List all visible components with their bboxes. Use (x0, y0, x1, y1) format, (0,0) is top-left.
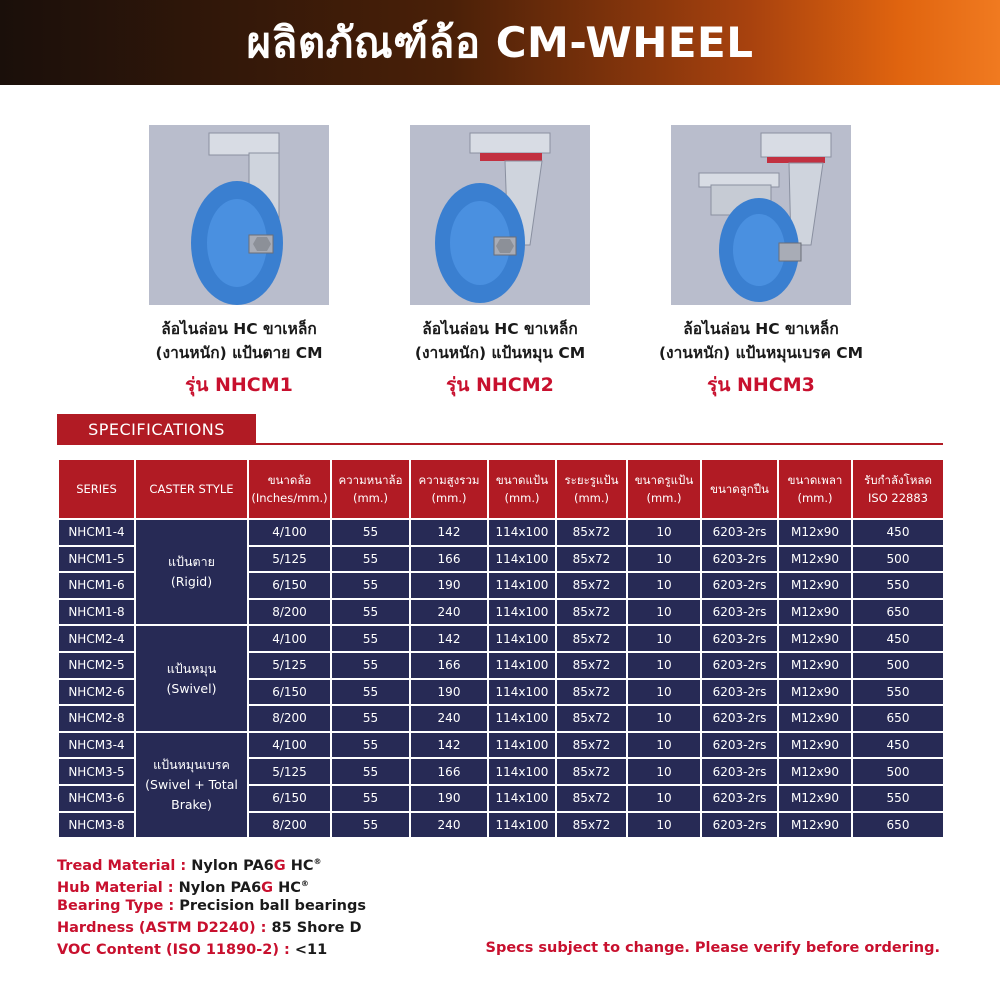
swivel-caster-photo (410, 125, 590, 305)
cell-axle: M12x90 (778, 625, 852, 652)
header-total-height: ความสูงรวม (mm.) (410, 459, 488, 519)
cell-thick: 55 (331, 758, 410, 785)
table-row (58, 625, 944, 652)
header-series: SERIES (58, 459, 135, 519)
hub-material: Hub Material : Nylon PA6G HC® (57, 879, 309, 896)
header-hole-size: ขนาดรูแป้น (mm.) (627, 459, 701, 519)
cell-wheel: 6/150 (248, 785, 331, 812)
cell-series: NHCM3-5 (58, 758, 135, 785)
cell-hole-dist: 85x72 (556, 758, 627, 785)
cell-load: 500 (852, 652, 944, 679)
cell-thick: 55 (331, 625, 410, 652)
product-name-line2: (งานหนัก) แป้นหมุน CM (414, 344, 586, 362)
product-card-nhcm1 (89, 125, 389, 400)
cell-bearing: 6203-2rs (701, 599, 778, 626)
cell-caster-style: แป้นตาย (Rigid) (135, 519, 248, 625)
cell-caster-style: แป้นหมุน (Swivel) (135, 625, 248, 731)
cell-bearing: 6203-2rs (701, 732, 778, 759)
cell-wheel: 4/100 (248, 732, 331, 759)
specifications-label: SPECIFICATIONS (57, 414, 256, 444)
cell-series: NHCM2-8 (58, 705, 135, 732)
cell-axle: M12x90 (778, 705, 852, 732)
cell-plate: 114x100 (488, 812, 556, 839)
cell-thick: 55 (331, 732, 410, 759)
cell-hole-dist: 85x72 (556, 785, 627, 812)
hardness: Hardness (ASTM D2240) : 85 Shore D (57, 920, 362, 936)
cell-plate: 114x100 (488, 599, 556, 626)
cell-load: 500 (852, 758, 944, 785)
product-model: รุ่น NHCM2 (446, 374, 554, 396)
cell-bearing: 6203-2rs (701, 652, 778, 679)
cell-load: 450 (852, 519, 944, 546)
cell-bearing: 6203-2rs (701, 546, 778, 573)
table-header-row (58, 459, 944, 519)
product-gallery (0, 125, 1000, 405)
cell-hole-dist: 85x72 (556, 599, 627, 626)
cell-thick: 55 (331, 599, 410, 626)
product-name-line2: (งานหนัก) แป้นหมุนเบรค CM (658, 344, 864, 362)
cell-bearing: 6203-2rs (701, 625, 778, 652)
cell-thick: 55 (331, 652, 410, 679)
cell-caster-style: แป้นหมุนเบรค (Swivel + Total Brake) (135, 732, 248, 838)
cell-axle: M12x90 (778, 572, 852, 599)
cell-plate: 114x100 (488, 546, 556, 573)
cell-plate: 114x100 (488, 625, 556, 652)
cell-hole-dist: 85x72 (556, 679, 627, 706)
cell-axle: M12x90 (778, 785, 852, 812)
cell-height: 240 (410, 705, 488, 732)
cell-bearing: 6203-2rs (701, 679, 778, 706)
header-bearing: ขนาดลูกปืน (701, 459, 778, 519)
cell-series: NHCM1-5 (58, 546, 135, 573)
cell-plate: 114x100 (488, 785, 556, 812)
cell-plate: 114x100 (488, 519, 556, 546)
cell-thick: 55 (331, 705, 410, 732)
cell-axle: M12x90 (778, 652, 852, 679)
cell-series: NHCM3-4 (58, 732, 135, 759)
cell-bearing: 6203-2rs (701, 705, 778, 732)
product-name-line1: ล้อไนล่อน HC ขาเหล็ก (422, 320, 578, 338)
cell-axle: M12x90 (778, 812, 852, 839)
cell-plate: 114x100 (488, 732, 556, 759)
cell-hole-dist: 85x72 (556, 732, 627, 759)
cell-wheel: 8/200 (248, 599, 331, 626)
cell-wheel: 5/125 (248, 546, 331, 573)
cell-wheel: 8/200 (248, 812, 331, 839)
cell-axle: M12x90 (778, 758, 852, 785)
cell-thick: 55 (331, 519, 410, 546)
cell-hole-dist: 85x72 (556, 519, 627, 546)
cell-bearing: 6203-2rs (701, 519, 778, 546)
cell-hole: 10 (627, 812, 701, 839)
cell-hole: 10 (627, 679, 701, 706)
bearing-type: Bearing Type : Precision ball bearings (57, 898, 367, 914)
cell-series: NHCM3-8 (58, 812, 135, 839)
header-banner (0, 0, 1000, 85)
cell-series: NHCM1-6 (58, 572, 135, 599)
cell-bearing: 6203-2rs (701, 785, 778, 812)
cell-height: 142 (410, 519, 488, 546)
cell-height: 142 (410, 732, 488, 759)
cell-series: NHCM3-6 (58, 785, 135, 812)
cell-height: 142 (410, 625, 488, 652)
disclaimer: Specs subject to change. Please verify before ordering. (485, 940, 940, 956)
cell-load: 650 (852, 599, 944, 626)
cell-thick: 55 (331, 546, 410, 573)
cell-hole: 10 (627, 652, 701, 679)
cell-hole: 10 (627, 519, 701, 546)
header-caster-style: CASTER STYLE (135, 459, 248, 519)
header-axle: ขนาดเพลา (mm.) (778, 459, 852, 519)
product-card-nhcm3 (611, 125, 911, 400)
cell-hole-dist: 85x72 (556, 705, 627, 732)
product-name-line1: ล้อไนล่อน HC ขาเหล็ก (161, 320, 317, 338)
product-card-nhcm2 (350, 125, 650, 400)
cell-height: 190 (410, 572, 488, 599)
cell-hole: 10 (627, 732, 701, 759)
cell-load: 650 (852, 705, 944, 732)
cell-thick: 55 (331, 785, 410, 812)
cell-thick: 55 (331, 812, 410, 839)
cell-load: 550 (852, 572, 944, 599)
page-title: ผลิตภัณฑ์ล้อ CM-WHEEL (246, 17, 754, 67)
cell-plate: 114x100 (488, 679, 556, 706)
cell-hole: 10 (627, 625, 701, 652)
cell-plate: 114x100 (488, 705, 556, 732)
cell-hole-dist: 85x72 (556, 652, 627, 679)
cell-wheel: 5/125 (248, 652, 331, 679)
product-name-line2: (งานหนัก) แป้นตาย CM (155, 344, 323, 362)
header-hole-distance: ระยะรูแป้น (mm.) (556, 459, 627, 519)
cell-height: 166 (410, 758, 488, 785)
cell-hole-dist: 85x72 (556, 625, 627, 652)
cell-bearing: 6203-2rs (701, 572, 778, 599)
cell-load: 450 (852, 625, 944, 652)
cell-hole-dist: 85x72 (556, 546, 627, 573)
specifications-divider (57, 443, 943, 445)
cell-wheel: 4/100 (248, 519, 331, 546)
cell-hole: 10 (627, 785, 701, 812)
cell-bearing: 6203-2rs (701, 758, 778, 785)
cell-load: 550 (852, 679, 944, 706)
cell-series: NHCM2-5 (58, 652, 135, 679)
cell-wheel: 6/150 (248, 572, 331, 599)
cell-hole: 10 (627, 572, 701, 599)
cell-plate: 114x100 (488, 572, 556, 599)
header-wheel-thickness: ความหนาล้อ (mm.) (331, 459, 410, 519)
cell-wheel: 5/125 (248, 758, 331, 785)
cell-load: 550 (852, 785, 944, 812)
header-plate-size: ขนาดแป้น (mm.) (488, 459, 556, 519)
tread-material: Tread Material : Nylon PA6G HC® (57, 857, 322, 874)
voc-content: VOC Content (ISO 11890-2) : <11 (57, 942, 328, 958)
cell-hole: 10 (627, 599, 701, 626)
cell-plate: 114x100 (488, 758, 556, 785)
cell-height: 240 (410, 599, 488, 626)
cell-axle: M12x90 (778, 679, 852, 706)
cell-height: 166 (410, 652, 488, 679)
cell-thick: 55 (331, 572, 410, 599)
cell-wheel: 6/150 (248, 679, 331, 706)
swivel-brake-caster-photo (671, 125, 851, 305)
cell-plate: 114x100 (488, 652, 556, 679)
cell-height: 190 (410, 679, 488, 706)
cell-hole: 10 (627, 758, 701, 785)
table-row (58, 519, 944, 546)
product-name-line1: ล้อไนล่อน HC ขาเหล็ก (683, 320, 839, 338)
cell-bearing: 6203-2rs (701, 812, 778, 839)
cell-height: 240 (410, 812, 488, 839)
cell-hole-dist: 85x72 (556, 572, 627, 599)
cell-axle: M12x90 (778, 519, 852, 546)
cell-axle: M12x90 (778, 599, 852, 626)
cell-series: NHCM1-4 (58, 519, 135, 546)
cell-axle: M12x90 (778, 732, 852, 759)
product-model: รุ่น NHCM3 (707, 374, 815, 396)
cell-wheel: 8/200 (248, 705, 331, 732)
cell-height: 166 (410, 546, 488, 573)
header-wheel-size: ขนาดล้อ (Inches/mm.) (248, 459, 331, 519)
cell-axle: M12x90 (778, 546, 852, 573)
cell-hole: 10 (627, 546, 701, 573)
table-row (58, 732, 944, 759)
rigid-caster-photo (149, 125, 329, 305)
specifications-table (57, 458, 945, 839)
cell-load: 450 (852, 732, 944, 759)
cell-series: NHCM2-6 (58, 679, 135, 706)
cell-wheel: 4/100 (248, 625, 331, 652)
cell-height: 190 (410, 785, 488, 812)
cell-load: 500 (852, 546, 944, 573)
header-load: รับกำลังโหลด ISO 22883 (852, 459, 944, 519)
cell-series: NHCM2-4 (58, 625, 135, 652)
cell-hole-dist: 85x72 (556, 812, 627, 839)
cell-load: 650 (852, 812, 944, 839)
product-model: รุ่น NHCM1 (185, 374, 293, 396)
cell-hole: 10 (627, 705, 701, 732)
cell-thick: 55 (331, 679, 410, 706)
cell-series: NHCM1-8 (58, 599, 135, 626)
